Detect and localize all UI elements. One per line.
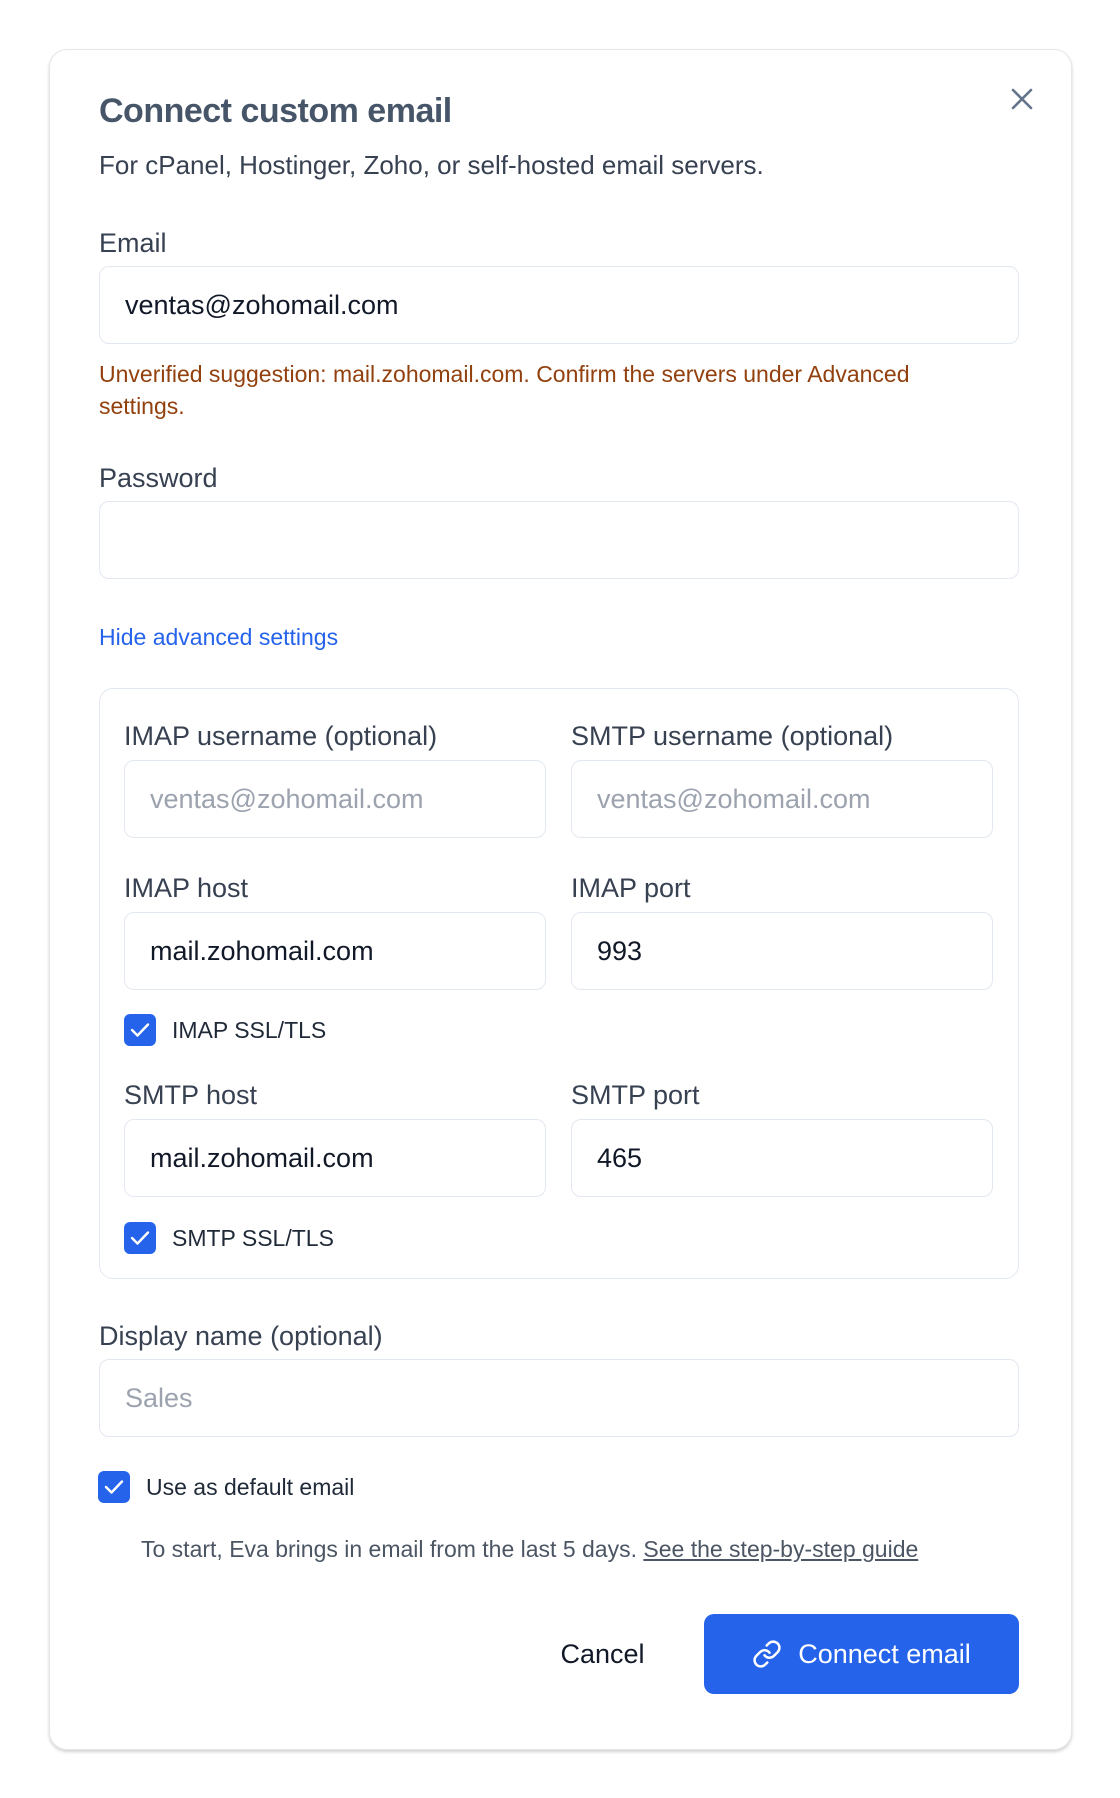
smtp-port-field[interactable]	[571, 1119, 993, 1197]
default-email-label: Use as default email	[146, 1474, 355, 1500]
imap-ssl-label: IMAP SSL/TLS	[172, 1017, 327, 1043]
connect-email-label: Connect email	[798, 1638, 971, 1669]
imap-username-label: IMAP username (optional)	[124, 721, 438, 751]
footnote-text: To start, Eva brings in email from the last 5 days.	[141, 1536, 644, 1562]
email-field[interactable]	[99, 266, 1019, 344]
dialog-subtitle: For cPanel, Hostinger, Zoho, or self-hosted email servers.	[99, 150, 764, 180]
step-by-step-guide-link[interactable]: See the step-by-step guide	[643, 1536, 919, 1562]
link-icon	[752, 1639, 782, 1669]
imap-port-field[interactable]	[571, 912, 993, 990]
cancel-button[interactable]: Cancel	[530, 1614, 675, 1694]
smtp-host-label: SMTP host	[124, 1080, 258, 1110]
import-footnote	[141, 1536, 918, 1563]
check-icon	[104, 1479, 124, 1495]
display-name-label: Display name (optional)	[99, 1321, 383, 1351]
default-email-checkbox[interactable]	[98, 1471, 130, 1503]
display-name-field[interactable]	[99, 1359, 1019, 1437]
dialog-title: Connect custom email	[99, 92, 452, 130]
imap-host-field[interactable]	[124, 912, 546, 990]
password-label: Password	[99, 463, 218, 493]
imap-host-label: IMAP host	[124, 873, 249, 903]
email-label: Email	[99, 228, 167, 258]
check-icon	[130, 1022, 150, 1038]
smtp-port-label: SMTP port	[571, 1080, 700, 1110]
imap-ssl-checkbox[interactable]	[124, 1014, 156, 1046]
smtp-host-field[interactable]	[124, 1119, 546, 1197]
hide-advanced-settings-link[interactable]: Hide advanced settings	[99, 624, 339, 650]
close-button[interactable]	[1007, 84, 1037, 114]
smtp-ssl-checkbox[interactable]	[124, 1222, 156, 1254]
smtp-username-label: SMTP username (optional)	[571, 721, 894, 751]
close-icon	[1011, 88, 1033, 110]
smtp-username-field[interactable]	[571, 760, 993, 838]
email-warning: Unverified suggestion: mail.zohomail.com. Confirm the servers under Advanced settings.	[99, 361, 910, 419]
connect-email-button[interactable]	[704, 1614, 1019, 1694]
imap-username-field[interactable]	[124, 760, 546, 838]
check-icon	[130, 1230, 150, 1246]
smtp-ssl-label: SMTP SSL/TLS	[172, 1225, 334, 1251]
imap-port-label: IMAP port	[571, 873, 691, 903]
password-field[interactable]	[99, 501, 1019, 579]
